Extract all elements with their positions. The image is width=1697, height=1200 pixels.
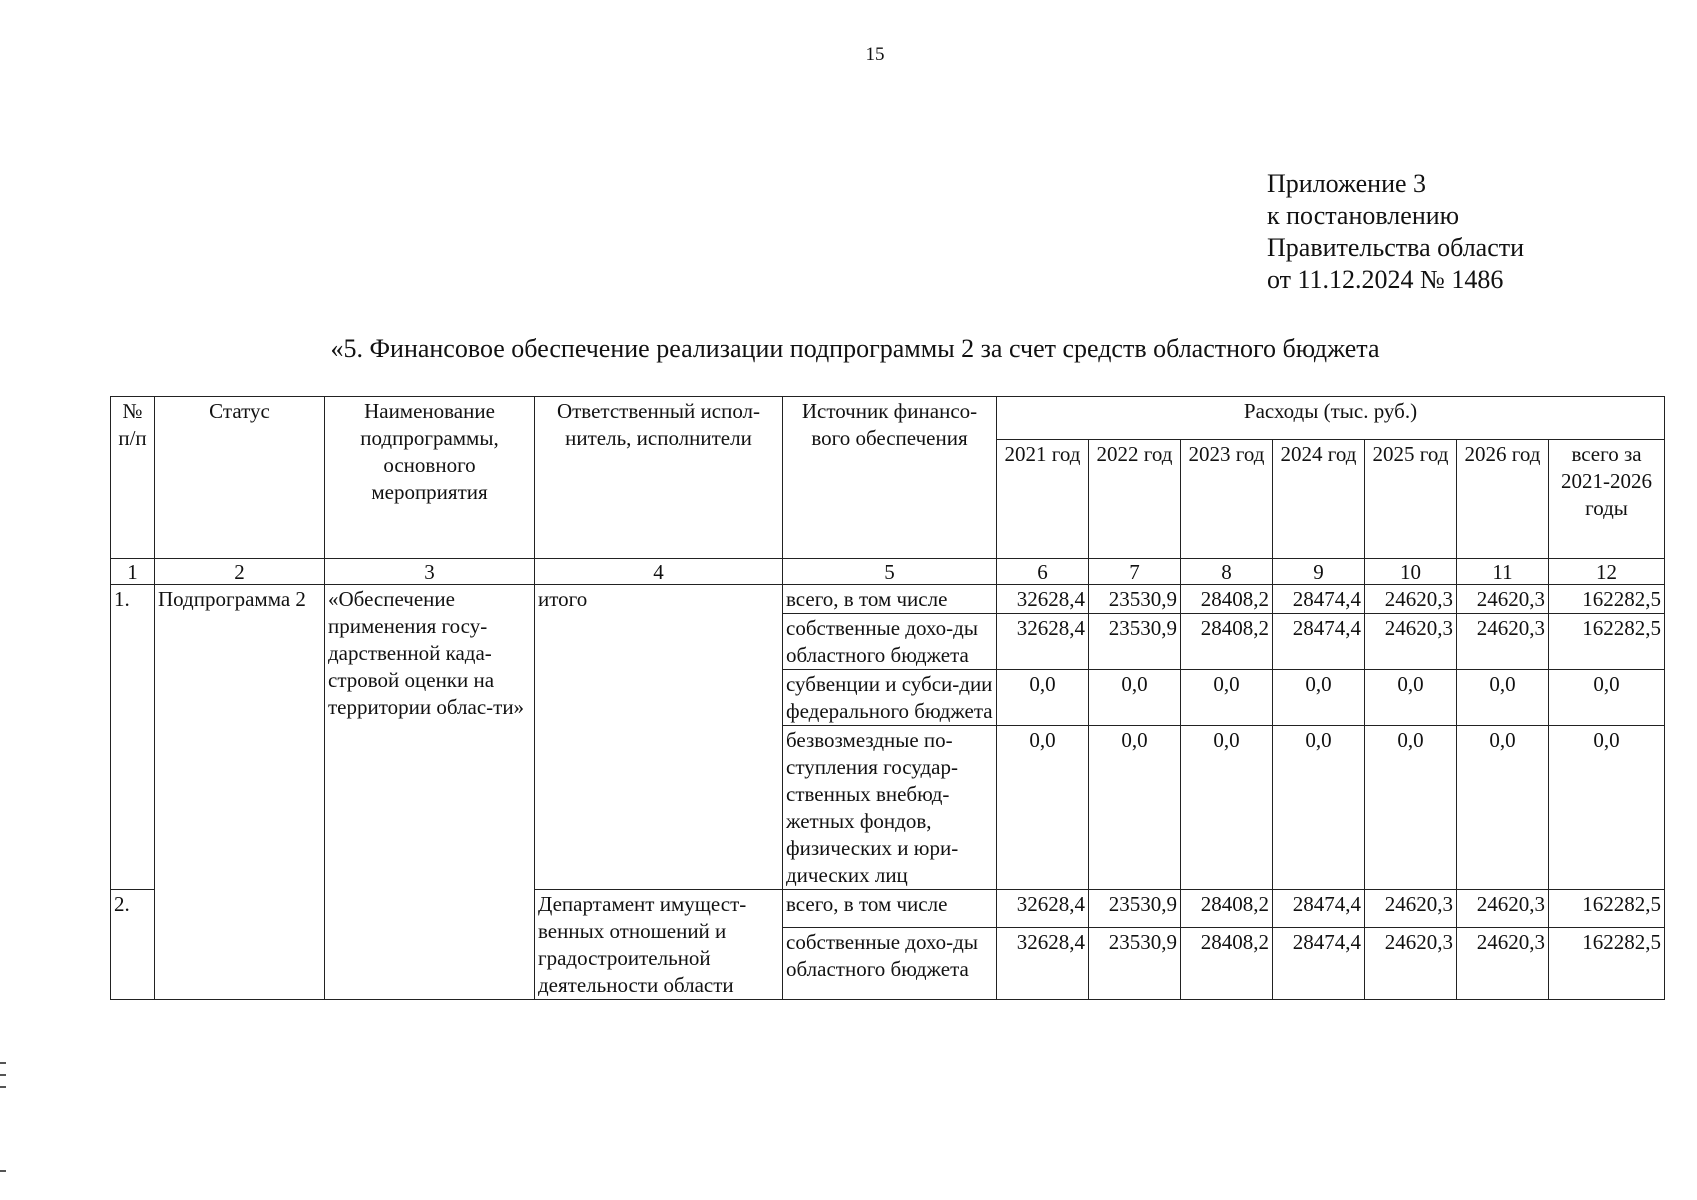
- column-number: 1: [111, 559, 155, 585]
- value-cell: 28474,4: [1273, 585, 1365, 614]
- value-cell: 23530,9: [1089, 614, 1181, 670]
- column-number: 7: [1089, 559, 1181, 585]
- source-cell: всего, в том числе: [783, 890, 997, 928]
- appendix-block: [1267, 168, 1524, 296]
- column-number: 4: [535, 559, 783, 585]
- header-year: 2022 год: [1089, 440, 1181, 559]
- page-number: 15: [865, 44, 885, 65]
- value-cell: 0,0: [997, 726, 1089, 890]
- source-cell: всего, в том числе: [783, 585, 997, 614]
- column-number: 10: [1365, 559, 1457, 585]
- value-cell: 28408,2: [1181, 890, 1273, 928]
- value-cell: 23530,9: [1089, 927, 1181, 999]
- appendix-line: к постановлению: [1267, 201, 1460, 230]
- value-cell: 24620,3: [1457, 890, 1549, 928]
- value-cell: 162282,5: [1549, 890, 1665, 928]
- value-cell: 28474,4: [1273, 614, 1365, 670]
- column-number: 9: [1273, 559, 1365, 585]
- value-cell: 0,0: [1549, 670, 1665, 726]
- header-year: 2024 год: [1273, 440, 1365, 559]
- source-cell: субвенции и субси-дии федерального бюджета: [783, 670, 997, 726]
- value-cell: 24620,3: [1365, 585, 1457, 614]
- value-cell: 0,0: [1273, 726, 1365, 890]
- value-cell: 0,0: [1181, 670, 1273, 726]
- header-year: 2026 год: [1457, 440, 1549, 559]
- appendix-line: Приложение 3: [1267, 169, 1427, 198]
- value-cell: 162282,5: [1549, 585, 1665, 614]
- header-executor: Ответственный испол-нитель, исполнители: [535, 397, 783, 559]
- value-cell: 32628,4: [997, 927, 1089, 999]
- value-cell: 0,0: [1089, 726, 1181, 890]
- value-cell: 28474,4: [1273, 927, 1365, 999]
- row-executor: Департамент имущест-венных отношений и градостроительной деятельности области: [535, 890, 783, 1000]
- value-cell: 24620,3: [1365, 927, 1457, 999]
- header-year-total: всего за 2021-2026 годы: [1549, 440, 1665, 559]
- appendix-line: Правительства области: [1267, 233, 1525, 262]
- scan-mark: [0, 1062, 6, 1064]
- value-cell: 23530,9: [1089, 585, 1181, 614]
- value-cell: 0,0: [1273, 670, 1365, 726]
- header-name: Наименование подпрограммы, основного мероприятия: [325, 397, 535, 559]
- appendix-line: от 11.12.2024 № 1486: [1267, 265, 1504, 294]
- value-cell: 0,0: [997, 670, 1089, 726]
- column-number-row: [111, 559, 1665, 585]
- header-status: Статус: [155, 397, 325, 559]
- header-year: 2025 год: [1365, 440, 1457, 559]
- value-cell: 28474,4: [1273, 890, 1365, 928]
- header-expenses: Расходы (тыс. руб.): [997, 397, 1665, 440]
- value-cell: 28408,2: [1181, 614, 1273, 670]
- row-executor: итого: [535, 585, 783, 890]
- value-cell: 0,0: [1365, 670, 1457, 726]
- value-cell: 32628,4: [997, 585, 1089, 614]
- value-cell: 24620,3: [1365, 890, 1457, 928]
- source-cell: собственные дохо-ды областного бюджета: [783, 927, 997, 999]
- row-status: Подпрограмма 2: [155, 585, 325, 1000]
- column-number: 3: [325, 559, 535, 585]
- value-cell: 24620,3: [1457, 585, 1549, 614]
- source-cell: собственные дохо-ды областного бюджета: [783, 614, 997, 670]
- column-number: 6: [997, 559, 1089, 585]
- value-cell: 0,0: [1181, 726, 1273, 890]
- value-cell: 162282,5: [1549, 927, 1665, 999]
- value-cell: 24620,3: [1457, 614, 1549, 670]
- value-cell: 0,0: [1457, 726, 1549, 890]
- scan-mark: [0, 1074, 6, 1076]
- value-cell: 32628,4: [997, 890, 1089, 928]
- column-number: 11: [1457, 559, 1549, 585]
- column-number: 5: [783, 559, 997, 585]
- header-year: 2023 год: [1181, 440, 1273, 559]
- value-cell: 24620,3: [1457, 927, 1549, 999]
- value-cell: 32628,4: [997, 614, 1089, 670]
- value-cell: 0,0: [1365, 726, 1457, 890]
- value-cell: 162282,5: [1549, 614, 1665, 670]
- column-number: 12: [1549, 559, 1665, 585]
- value-cell: 24620,3: [1365, 614, 1457, 670]
- value-cell: 0,0: [1549, 726, 1665, 890]
- source-cell: безвозмездные по-ступления государ-ственных внебюд-жетных фондов, физических и юри-дических лиц: [783, 726, 997, 890]
- row-name: «Обеспечение применения госу-дарственной када-стровой оценки на территории облас-ти»: [325, 585, 535, 1000]
- row-number: 1.: [111, 585, 155, 890]
- value-cell: 0,0: [1457, 670, 1549, 726]
- column-number: 2: [155, 559, 325, 585]
- scan-mark: [0, 1086, 6, 1088]
- value-cell: 28408,2: [1181, 585, 1273, 614]
- financing-table: [110, 396, 1665, 1000]
- value-cell: 0,0: [1089, 670, 1181, 726]
- column-number: 8: [1181, 559, 1273, 585]
- value-cell: 28408,2: [1181, 927, 1273, 999]
- value-cell: 23530,9: [1089, 890, 1181, 928]
- scan-mark: [0, 1170, 6, 1172]
- table-row: [111, 585, 1665, 614]
- header-no: № п/п: [111, 397, 155, 559]
- header-source: Источник финансо-вого обеспечения: [783, 397, 997, 559]
- table-title: «5. Финансовое обеспечение реализации подпрограммы 2 за счет средств областного бюджета: [330, 334, 1380, 363]
- header-row: [111, 397, 1665, 440]
- row-number: 2.: [111, 890, 155, 1000]
- header-year: 2021 год: [997, 440, 1089, 559]
